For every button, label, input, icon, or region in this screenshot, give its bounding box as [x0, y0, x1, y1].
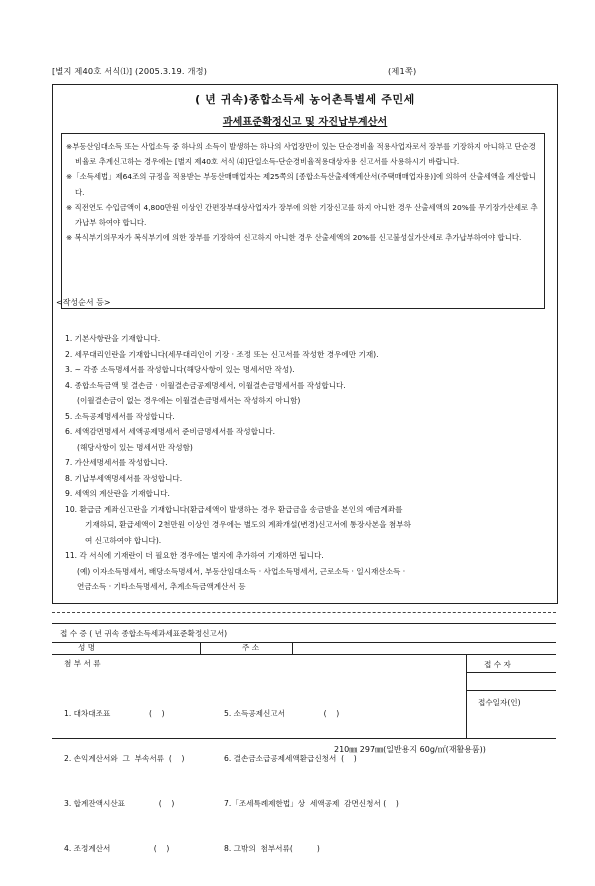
- form-ref: [별지 제40호 서식⑴] (2005.3.19. 개정): [52, 66, 208, 76]
- address-label: 주 소: [242, 643, 260, 652]
- receipt-date-label: 접수일자(인): [478, 698, 521, 707]
- step-item: 10. 환급금 계좌신고란을 기재합니다(환급세액이 발생하는 경우 환급금을 송금받을 본인의 예금계좌를: [65, 504, 403, 514]
- step-item: 4. 종합소득금액 및 결손금 · 이월결손금공제명세서, 이월결손금명세서를 작성합니다.: [65, 380, 346, 390]
- note-item: ※ 복식부기의무자가 복식부기에 의한 장부를 기장하여 신고하지 아니한 경우 산출세액의 20%를 신고불성실가산세로 추가납부하여야 합니다.: [66, 233, 522, 243]
- paper-spec-footer: 210㎜ 297㎜(일반용지 60g/㎡(재활용품)): [334, 745, 486, 754]
- name-label: 성 명: [78, 643, 96, 652]
- attachment-item: 7.「조세특례제한법」상 세액공제 감면신청서 ( ): [224, 799, 399, 808]
- step-item: 7. 가산세명세서를 작성합니다.: [65, 458, 168, 467]
- attachments-title: 첨 부 서 류: [64, 659, 101, 668]
- steps-list: [65, 331, 553, 595]
- note-item: ※ 직전연도 수입금액이 4,800만원 이상인 간편장부대상사업자가 장부에 의한 기장신고를 하지 아니한 경우 산출세액의 20%를 무기장가산세로 추가납부 하여야 합니다.: [66, 202, 538, 228]
- attachment-item: 8. 그밖의 첨부서류( ): [224, 844, 320, 853]
- attachment-item: 6. 결손금소급공제세액환급신청서 ( ): [224, 754, 357, 763]
- step-item: 6. 세액감면명세서 세액공제명세서 준비금명세서를 작성합니다.: [65, 427, 276, 436]
- main-form-frame: [52, 84, 558, 604]
- step-item: 연금소득 · 기타소득명세서, 추계소득금액계산서 등: [77, 582, 246, 591]
- receiver-label: 접 수 자: [484, 660, 511, 669]
- step-item: 11. 각 서식에 기재란이 더 필요한 경우에는 별지에 추가하여 기재하면 됩니다.: [65, 551, 324, 560]
- page-number: (제1쪽): [388, 66, 417, 76]
- attachments-right: [224, 676, 399, 886]
- attachment-item: 3. 합계잔액시산표 ( ): [64, 799, 175, 808]
- attachments-left: [64, 676, 184, 886]
- step-item: 2. 세무대리인란을 기재합니다(세무대리인이 기장 · 조정 또는 신고서를 작성한 경우에만 기재).: [65, 349, 379, 359]
- attachment-item: 5. 소득공제신고서 ( ): [224, 709, 340, 718]
- attachment-item: 2. 손익계산서와 그 부속서류 ( ): [64, 754, 185, 763]
- step-item: 기재하되, 환급세액이 2천만원 이상인 경우에는 별도의 계좌개설(변경)신고서에 통장사본을 첨부하: [85, 520, 411, 529]
- guide-title: <작성순서 등>: [56, 298, 111, 307]
- attachment-item: 1. 대차대조표 ( ): [64, 709, 165, 718]
- note-item: ※「소득세법」제64조의 규정을 적용받는 부동산매매업자는 제25쪽의 [종합소득산출세액계산서(주택매매업자용)]에 의하여 산출세액을 계산합니다.: [66, 172, 536, 197]
- step-item: 1. 기본사항란을 기재합니다.: [65, 334, 161, 343]
- form-subtitle-text: 과세표준확정신고 및 자진납부계산서: [222, 117, 388, 128]
- receipt-name-row: [52, 642, 556, 655]
- receipt-title: 접 수 증 ( 년 귀속 종합소득세과세표준확정신고서): [60, 629, 228, 638]
- notes-box: [61, 133, 545, 309]
- step-item: 5. 소득공제명세서를 작성합니다.: [65, 411, 175, 421]
- cut-line: [52, 612, 556, 613]
- attachment-item: 4. 조정계산서 ( ): [64, 844, 170, 853]
- form-title: ( 년 귀속)종합소득세 농어촌특별세 주민세: [195, 93, 415, 106]
- step-item: (예) 이자소득명세서, 배당소득명세서, 부동산임대소득 · 사업소득명세서, 근로소득 · 일시재산소득 ·: [77, 566, 406, 576]
- step-item: (이월결손금이 없는 경우에는 이월결손금명세서는 작성하지 아니함): [77, 396, 301, 405]
- step-item: 3. ~ 각종 소득명세서를 작성합니다(해당사항이 있는 명세서만 작성).: [65, 365, 295, 374]
- receipt-title-row: [52, 624, 556, 643]
- form-subtitle: [53, 113, 557, 128]
- step-item: 9. 세액의 계산란을 기재합니다.: [65, 489, 170, 498]
- note-item: ※부동산임대소득 또는 사업소득 중 하나의 소득이 발생하는 하나의 사업장만이 있는 단순경비율 적용사업자로서 장부를 기장하지 아니하고 단순경비율로 추계신고하는 경우에는 [별지 제40호 서식 ⑷]단일소득-단순경비율적용대상자용 신고서를 사용하시기 바랍니다.: [66, 142, 536, 167]
- step-item: 8. 기납부세액명세서를 작성합니다.: [65, 473, 183, 483]
- step-item: (해당사항이 있는 명세서만 작성함): [77, 442, 193, 452]
- form-reference-header: [52, 66, 552, 77]
- step-item: 여 신고하여야 합니다).: [85, 535, 162, 545]
